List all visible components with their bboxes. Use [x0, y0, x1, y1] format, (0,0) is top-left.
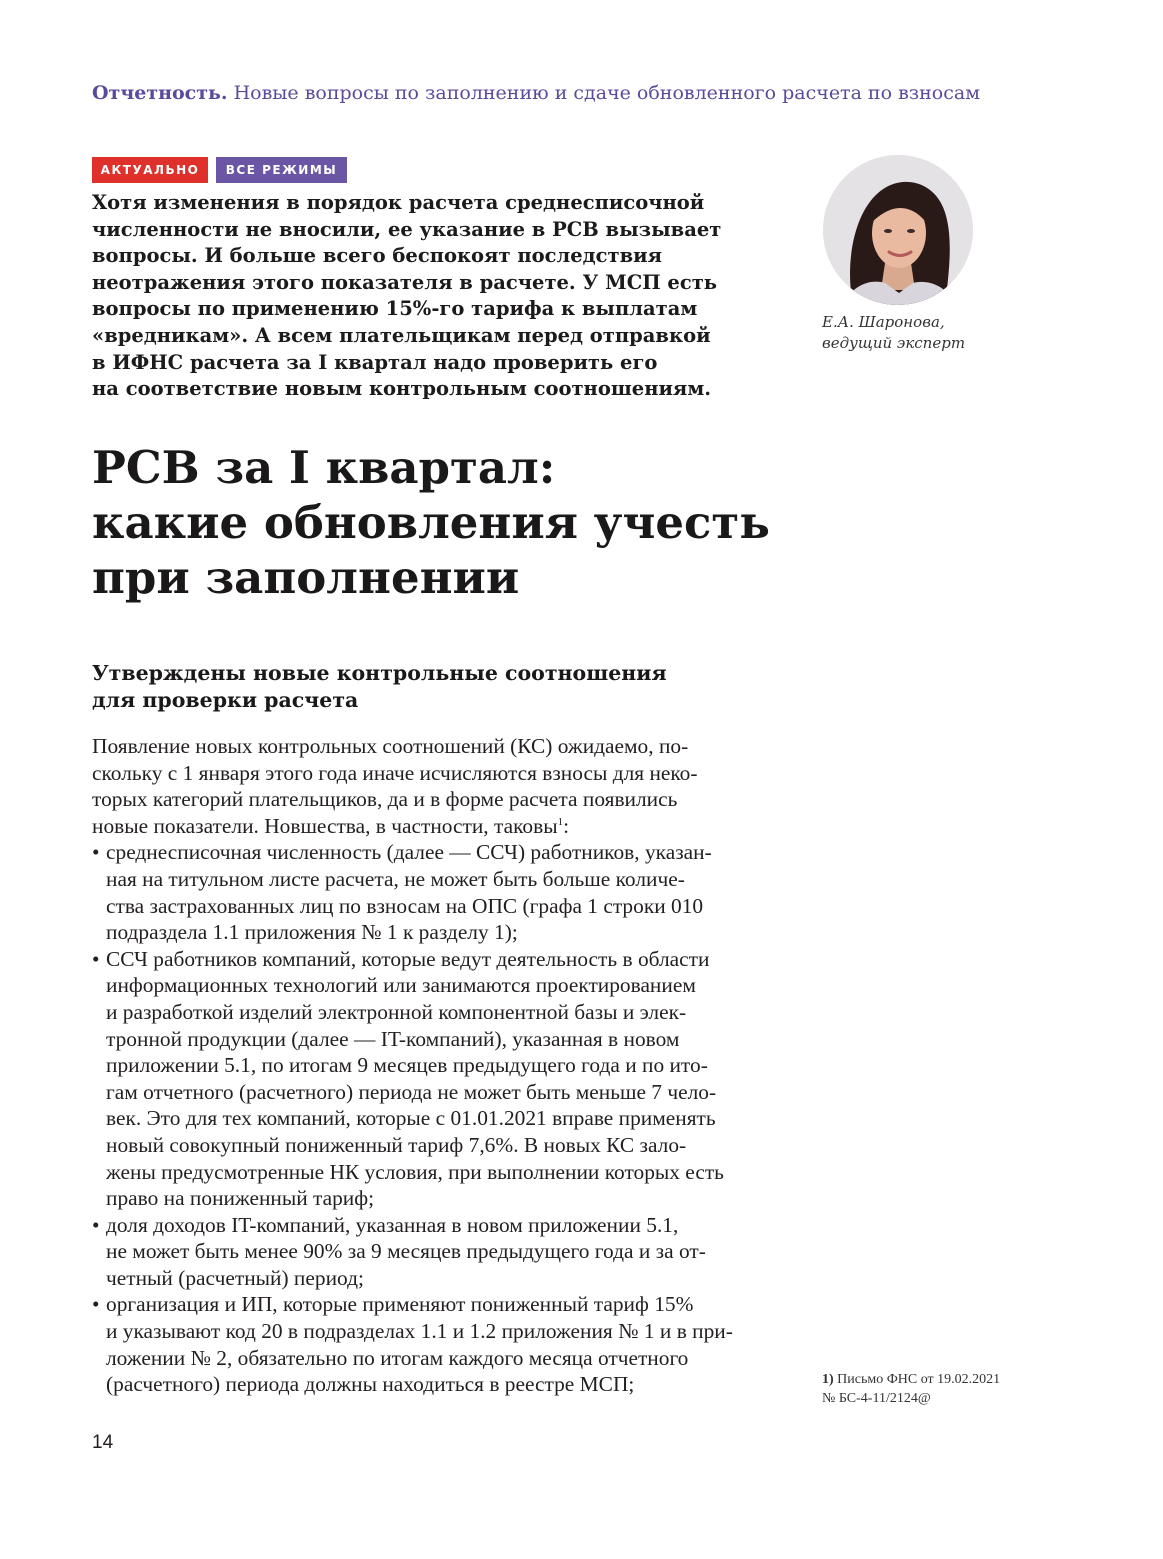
bullet-dot: • [92, 1212, 100, 1237]
body-line: торых категорий плательщиков, да и в форме расчета появились [92, 787, 678, 812]
body-line: информационных технологий или занимаются проектированием [106, 973, 696, 998]
footnote-reference[interactable]: 1 [557, 815, 564, 828]
intro-colon: : [563, 813, 570, 838]
bullet-item [92, 1212, 782, 1239]
footnote-text: Письмо ФНС от 19.02.2021 [837, 1372, 1001, 1387]
body-line: скольку с 1 января этого года иначе исчисляются взносы для неко- [92, 760, 698, 785]
section-label: Отчетность. [92, 82, 228, 104]
headline-line: при заполнении [92, 551, 520, 604]
body-line: жены предусмотренные НК условия, при выполнении которых есть [106, 1159, 724, 1184]
author-portrait [823, 155, 973, 305]
body-line: право на пониженный тариф; [106, 1186, 375, 1211]
article-headline [92, 440, 852, 605]
body-line: тронной продукции (далее — IT-компаний), указанная в новом [106, 1026, 680, 1051]
body-line: новый совокупный пониженный тариф 7,6%. В новых КС зало- [106, 1132, 687, 1157]
footnote [822, 1370, 1052, 1408]
bullet-dot: • [92, 840, 100, 865]
intro-last-line: новые показатели. Новшества, в частности, таковы [92, 813, 558, 838]
bullet-dot: • [92, 1292, 100, 1317]
footnote-line: № БС-4-11/2124@ [822, 1391, 931, 1406]
lead-line: «вредникам». А всем плательщикам перед отправкой [92, 323, 711, 347]
bullet-text: ССЧ работников компаний, которые ведут деятельность в области [106, 946, 710, 971]
author-portrait-image [823, 155, 973, 305]
badge-all-regimes: ВСЕ РЕЖИМЫ [216, 157, 347, 183]
body-line: и разработкой изделий электронной компонентной базы и элек- [106, 999, 687, 1024]
footnote-number: 1) [822, 1372, 834, 1387]
lead-line: в ИФНС расчета за I квартал надо проверить его [92, 350, 658, 374]
author-name: Е.А. Шаронова, [822, 313, 945, 331]
body-line: и указывают код 20 в подразделах 1.1 и 1.2 приложения № 1 и в при- [106, 1319, 733, 1344]
running-head-title: Новые вопросы по заполнению и сдаче обновленного расчета по взносам [233, 82, 980, 104]
bullet-item [92, 1291, 782, 1318]
body-line: подраздела 1.1 приложения № 1 к разделу 1); [106, 920, 518, 945]
bullet-dot: • [92, 946, 100, 971]
body-line: (расчетного) периода должны находиться в реестре МСП; [106, 1372, 635, 1397]
bullet-item [92, 839, 782, 866]
lead-line: неотражения этого показателя в расчете. У МСП есть [92, 270, 718, 294]
article-body [92, 733, 782, 1398]
lead-paragraph [92, 190, 742, 403]
body-line: век. Это для тех компаний, которые с 01.01.2021 вправе применять [106, 1106, 716, 1131]
page-number: 14 [92, 1432, 114, 1453]
lead-line: численности не вносили, ее указание в РСВ вызывает [92, 217, 722, 241]
lead-line: вопросы по применению 15%-го тарифа к выплатам [92, 297, 698, 321]
subhead-line: Утверждены новые контрольные соотношения [92, 661, 667, 685]
badge-actual: АКТУАЛЬНО [92, 157, 208, 183]
bullet-text: организация и ИП, которые применяют пониженный тариф 15% [106, 1292, 694, 1317]
headline-line: какие обновления учесть [92, 496, 770, 549]
body-line: Появление новых контрольных соотношений (КС) ожидаемо, по- [92, 734, 689, 758]
body-line: гам отчетного (расчетного) периода не может быть меньше 7 чело- [106, 1079, 717, 1104]
body-line [92, 813, 782, 840]
bullet-text: доля доходов IT-компаний, указанная в новом приложении 5.1, [106, 1212, 679, 1237]
running-head [92, 82, 1072, 104]
body-line: четный (расчетный) период; [106, 1265, 364, 1290]
body-line: ная на титульном листе расчета, не может быть больше количе- [106, 866, 685, 891]
lead-line: вопросы. И больше всего беспокоят последствия [92, 244, 663, 268]
bullet-item [92, 946, 782, 973]
lead-line: на соответствие новым контрольным соотношениям. [92, 377, 712, 401]
headline-line: РСВ за I квартал: [92, 441, 556, 494]
body-line: ложении № 2, обязательно по итогам каждого месяца отчетного [106, 1345, 689, 1370]
body-line: не может быть менее 90% за 9 месяцев предыдущего года и за от- [106, 1239, 706, 1264]
footnote-line [822, 1370, 1052, 1389]
author-caption [822, 312, 1022, 354]
bullet-text: среднесписочная численность (далее — ССЧ) работников, указан- [106, 840, 712, 865]
body-line: ства застрахованных лиц по взносам на ОПС (графа 1 строки 010 [106, 893, 704, 918]
author-role: ведущий эксперт [822, 334, 966, 352]
subhead-line: для проверки расчета [92, 688, 359, 712]
section-subheading [92, 660, 792, 714]
body-line: приложении 5.1, по итогам 9 месяцев предыдущего года и по ито- [106, 1053, 708, 1078]
lead-line: Хотя изменения в порядок расчета среднесписочной [92, 191, 705, 214]
badge-group [92, 157, 347, 183]
